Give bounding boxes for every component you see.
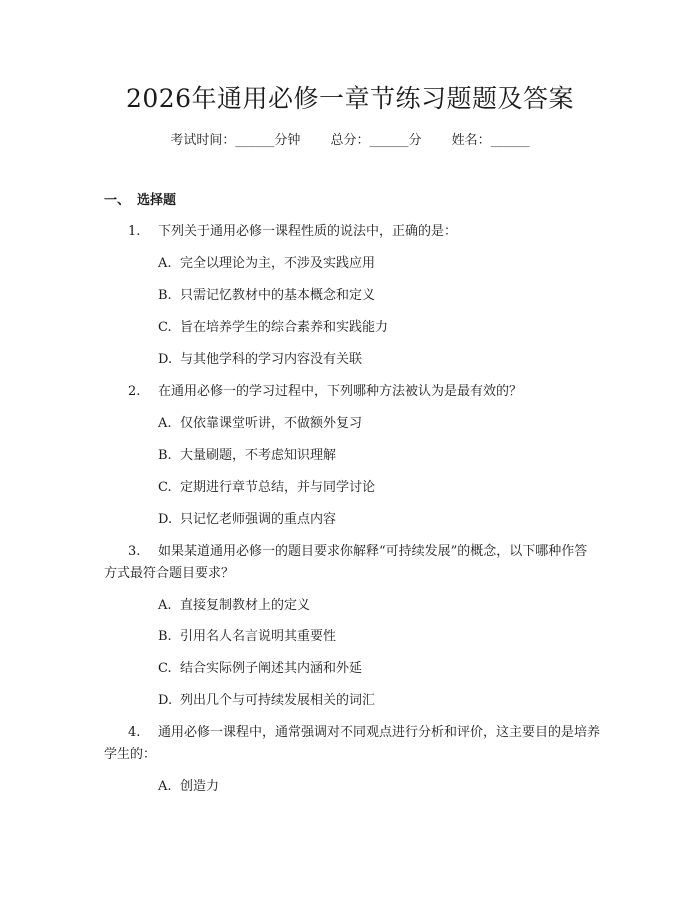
question-text: 如果某道通用必修一的题目要求你解释“可持续发展”的概念，以下哪种作答方式最符合题目要求？ [104,544,588,581]
option-1b [158,286,375,306]
option-3d [158,691,375,711]
page-title: 2026年通用必修一章节练习题题及答案 [125,84,575,113]
option-letter: D. [158,512,173,527]
option-text: 大量刷题，不考虑知识理解 [180,448,337,463]
question-number: 3. [128,544,141,559]
option-1c [158,318,388,338]
option-2d [158,510,336,530]
option-letter: B. [158,448,172,463]
section-label: 选择题 [137,193,177,208]
option-letter: D. [158,352,173,367]
option-text: 仅依靠课堂听讲，不做额外复习 [180,416,363,431]
option-text: 列出几个与可持续发展相关的词汇 [180,693,376,708]
option-text: 创造力 [180,779,220,794]
question-text: 下列关于通用必修一课程性质的说法中，正确的是： [158,224,458,239]
total-score-field: 总分：______分 [330,133,422,148]
option-1d [158,350,362,370]
question-number: 2. [128,384,141,399]
option-3c [158,659,362,679]
exam-meta [0,131,700,151]
section-number: 一、 [104,193,131,208]
option-text: 完全以理论为主，不涉及实践应用 [180,256,376,271]
option-2a [158,414,362,434]
option-letter: A. [158,598,172,613]
option-text: 旨在培养学生的综合素养和实践能力 [180,320,389,335]
option-letter: C. [158,480,172,495]
option-text: 结合实际例子阐述其内涵和外延 [180,661,363,676]
option-text: 直接复制教材上的定义 [180,598,311,613]
option-text: 引用名人名言说明其重要性 [180,629,337,644]
exam-time-field: 考试时间：______分钟 [170,133,301,148]
option-letter: A. [158,256,172,271]
option-1a [158,254,375,274]
option-letter: D. [158,693,173,708]
question-2 [128,382,608,402]
option-3a [158,596,310,616]
question-4 [104,722,600,766]
option-4a [158,777,219,797]
option-letter: A. [158,416,172,431]
option-letter: C. [158,661,172,676]
question-3 [104,541,600,585]
question-number: 1. [128,224,141,239]
section-heading [104,191,176,211]
option-text: 只记忆老师强调的重点内容 [180,512,337,527]
option-3b [158,627,336,647]
option-2c [158,478,375,498]
option-letter: B. [158,288,172,303]
option-text: 定期进行章节总结，并与同学讨论 [180,480,376,495]
option-text: 只需记忆教材中的基本概念和定义 [180,288,376,303]
student-name-field: 姓名：______ [451,133,530,148]
question-text: 在通用必修一的学习过程中，下列哪种方法被认为是最有效的？ [158,384,523,399]
option-2b [158,446,336,466]
question-number: 4. [128,725,141,740]
question-1 [128,222,608,242]
option-letter: B. [158,629,172,644]
option-text: 与其他学科的学习内容没有关联 [180,352,363,367]
option-letter: A. [158,779,172,794]
option-letter: C. [158,320,172,335]
question-text: 通用必修一课程中，通常强调对不同观点进行分析和评价，这主要目的是培养学生的： [104,725,601,762]
